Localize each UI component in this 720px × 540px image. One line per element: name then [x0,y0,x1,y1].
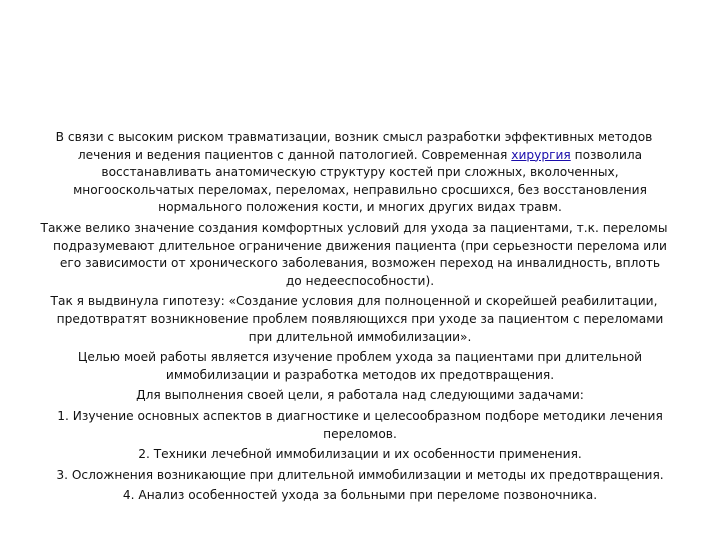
task-item-2: 2. Техники лечебной иммобилизации и их особенности применения. [138,447,582,462]
paragraph-intro [40,129,680,217]
paragraph-intro-after: позволила восстанавливать анатомическую структуру костей при сложных, вколоченных, многооскольчатых переломах, переломах, неправильно сросшихся, без восстановления нормального положения кости, и многих других видах травм. [73,147,647,215]
paragraph-goal: Целью моей работы является изучение проблем ухода за пациентами при длительной иммобилизации и разработка методов их предотвращения. [77,350,643,382]
paragraph-tasks-intro: Для выполнения своей цели, я работала над следующими задачами: [136,388,584,403]
task-item-4: 4. Анализ особенностей ухода за больными при переломе позвоночника. [122,488,598,503]
task-item-1: 1. Изучение основных аспектов в диагностике и целесообразном подборе методики лечения переломов. [57,408,663,441]
paragraph-comfort: Также велико значение создания комфортных условий для ухода за пациентами, т.к. переломы подразумевают длительное ограничение движения пациента (при серьезности перелома или его зависимости от хронического заболевания, возможен переход на инвалидность, вплоть до недееспособности). [40,220,668,288]
body-text [40,129,680,508]
paragraph-intro-before: В связи с высоким риском травматизации, возник смысл разработки эффективных методов лечения и ведения пациентов с данной патологией. Современная [55,130,653,162]
paragraph-hypothesis: Так я выдвинула гипотезу: «Создание условия для полноценной и скорейшей реабилитации, предотвратят возникновение проблем появляющихся при уходе за пациентом с переломами при длительной иммобилизации». [50,294,664,344]
task-item-3: 3. Осложнения возникающие при длительной иммобилизации и методы их предотвращения. [56,467,664,482]
surgery-link[interactable]: хирургия [511,147,571,162]
